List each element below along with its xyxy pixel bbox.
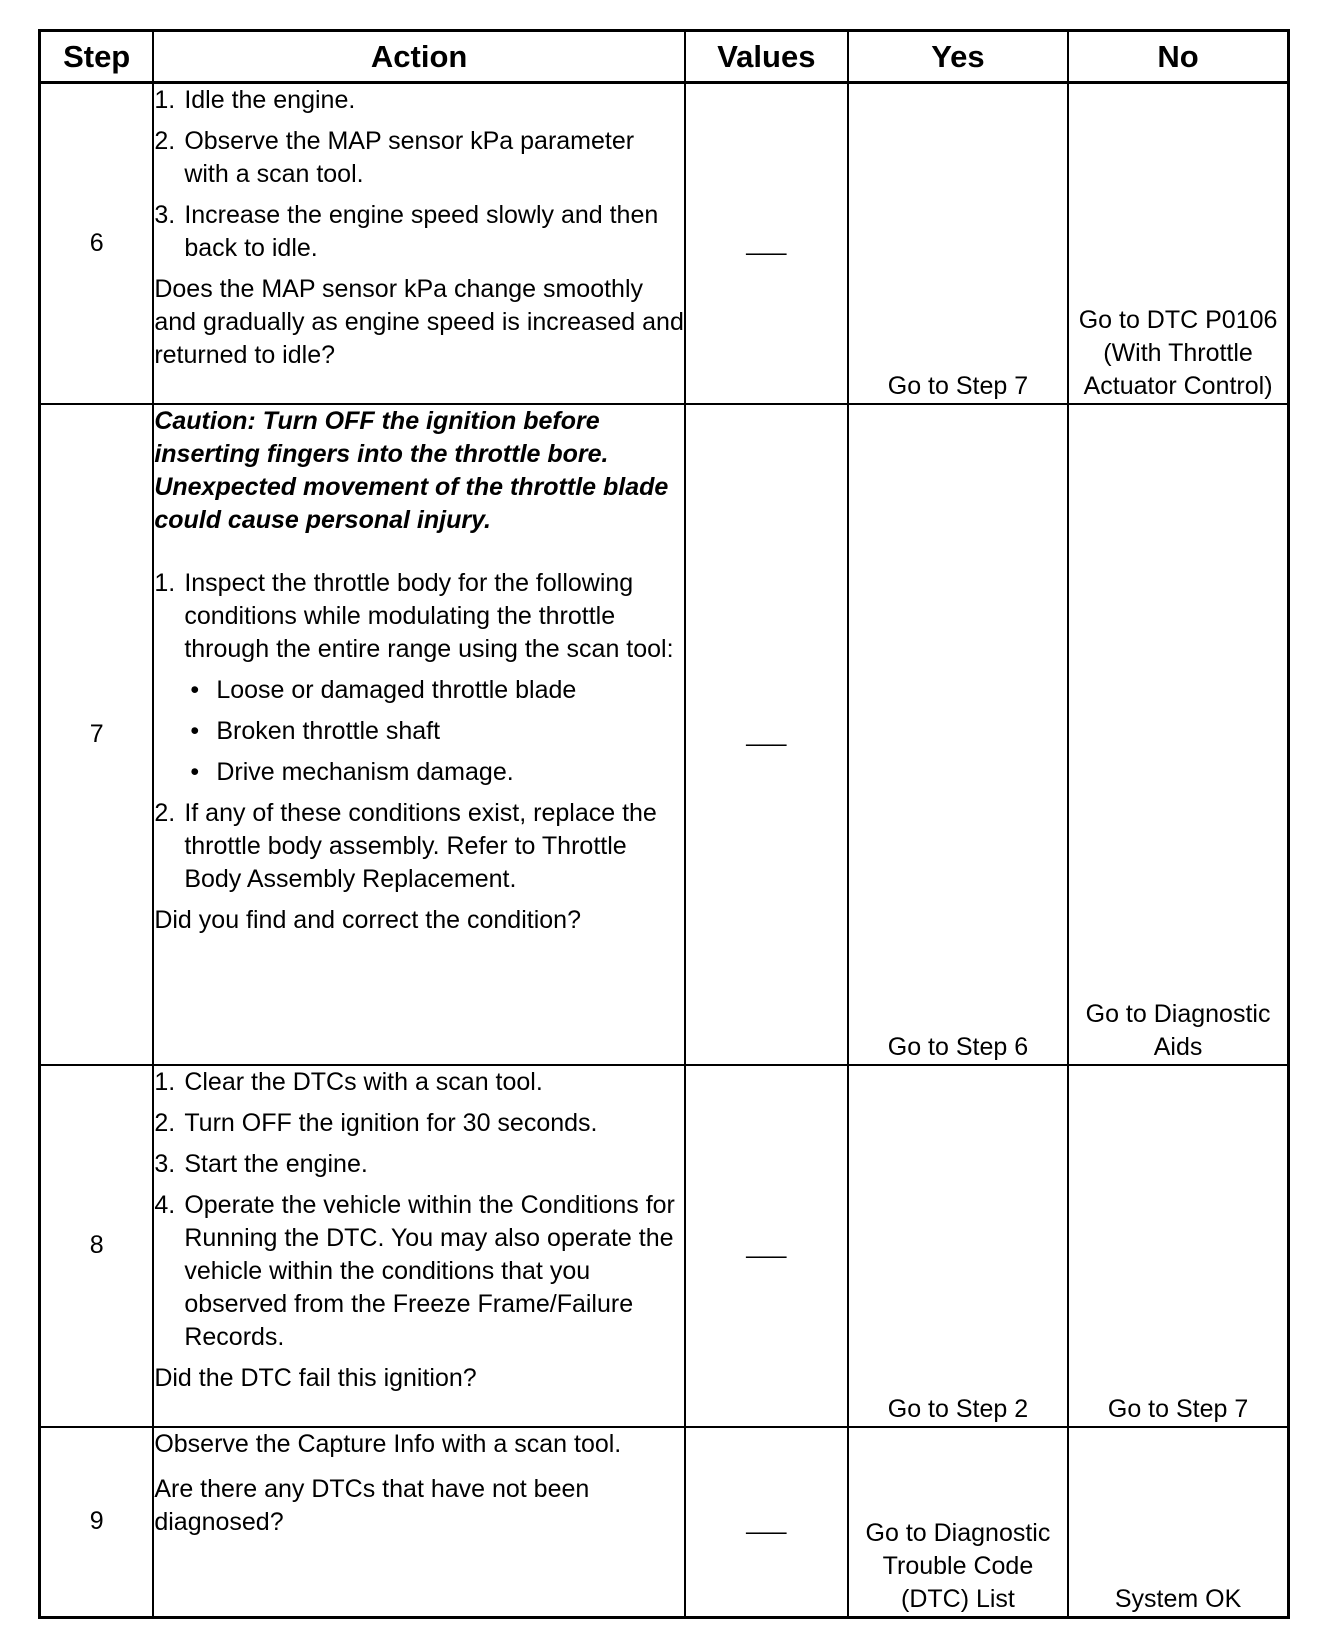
- values-cell: ___: [685, 404, 848, 1065]
- table-row-step-7: [40, 404, 1289, 1065]
- values-cell: ___: [685, 1427, 848, 1618]
- action-cell: [153, 1427, 685, 1618]
- header-action: Action: [153, 31, 685, 83]
- step-number: 9: [40, 1427, 154, 1618]
- caution-note: Caution: Turn OFF the ignition before inserting fingers into the throttle bore. Unexpected movement of the throttle blade could cause personal injury.: [154, 406, 669, 534]
- diagnostic-table: [38, 29, 1290, 1619]
- action-question: Did the DTC fail this ignition?: [154, 1363, 477, 1392]
- yes-cell: Go to Step 2: [848, 1065, 1068, 1427]
- action-question: Did you find and correct the condition?: [154, 905, 581, 934]
- table-row-step-6: [40, 83, 1289, 404]
- action-statement: Observe the Capture Info with a scan tool.: [154, 1429, 622, 1458]
- action-cell: [153, 83, 685, 404]
- header-yes: Yes: [848, 31, 1068, 83]
- action-item: 1. Idle the engine.: [154, 86, 356, 114]
- action-item: 2. Observe the MAP sensor kPa parameter with a scan tool.: [154, 127, 635, 188]
- action-cell: [153, 404, 685, 1065]
- header-values: Values: [685, 31, 848, 83]
- action-item: 1. Inspect the throttle body for the following conditions while modulating the throttle through the entire range using the scan tool:: [154, 568, 674, 663]
- action-item: 4. Operate the vehicle within the Conditions for Running the DTC. You may also operate the vehicle within the conditions that you observed from the Freeze Frame/Failure Records.: [154, 1190, 675, 1351]
- action-item: 3. Increase the engine speed slowly and then back to idle.: [154, 201, 659, 262]
- step-number: 6: [40, 83, 154, 404]
- action-item: 2. If any of these conditions exist, replace the throttle body assembly. Refer to Throttle Body Assembly Replacement.: [154, 798, 657, 893]
- action-item: 3. Start the engine.: [154, 1149, 368, 1178]
- header-no: No: [1068, 31, 1288, 83]
- step-number: 7: [40, 404, 154, 1065]
- action-question: Does the MAP sensor kPa change smoothly and gradually as engine speed is increased and returned to idle?: [154, 275, 684, 369]
- header-step: Step: [40, 31, 154, 83]
- header-row: [40, 31, 1289, 83]
- no-cell: System OK: [1068, 1427, 1288, 1618]
- yes-cell: Go to Step 7: [848, 83, 1068, 404]
- no-cell: Go to Step 7: [1068, 1065, 1288, 1427]
- action-cell: [153, 1065, 685, 1427]
- step-number: 8: [40, 1065, 154, 1427]
- values-cell: ___: [685, 1065, 848, 1427]
- table-row-step-8: [40, 1065, 1289, 1427]
- action-item: 2. Turn OFF the ignition for 30 seconds.: [154, 1108, 598, 1137]
- no-cell: Go to DTC P0106 (With Throttle Actuator Control): [1068, 83, 1288, 404]
- table-row-step-9: [40, 1427, 1289, 1618]
- action-item: 1. Clear the DTCs with a scan tool.: [154, 1067, 543, 1096]
- bullet-item: • Loose or damaged throttle blade: [190, 675, 577, 704]
- no-cell: Go to Diagnostic Aids: [1068, 404, 1288, 1065]
- yes-cell: Go to Diagnostic Trouble Code (DTC) List: [848, 1427, 1068, 1618]
- yes-cell: Go to Step 6: [848, 404, 1068, 1065]
- action-question: Are there any DTCs that have not been diagnosed?: [154, 1474, 590, 1536]
- bullet-item: • Drive mechanism damage.: [190, 757, 514, 786]
- values-cell: ___: [685, 83, 848, 404]
- bullet-item: • Broken throttle shaft: [190, 716, 441, 745]
